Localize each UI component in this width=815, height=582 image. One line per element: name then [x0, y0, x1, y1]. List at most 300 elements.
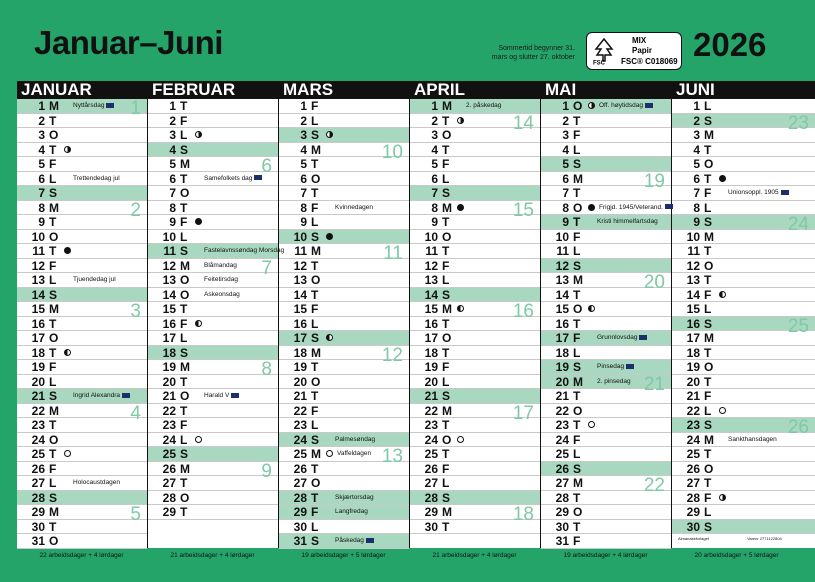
day-row[interactable] — [672, 288, 815, 303]
weekday-letter: F — [180, 215, 188, 229]
day-row[interactable] — [410, 476, 540, 491]
day-row[interactable] — [148, 288, 278, 303]
weekday-letter: O — [49, 534, 59, 548]
day-number: 6 — [693, 171, 700, 186]
day-number: 12 — [162, 258, 176, 273]
day-number: 5 — [562, 157, 569, 171]
weekday-letter: T — [180, 171, 188, 186]
day-note: Holocaustdagen — [73, 479, 120, 486]
day-row[interactable] — [672, 447, 815, 462]
day-number: 10 — [31, 229, 45, 244]
day-row[interactable] — [279, 273, 409, 288]
weekday-letter: S — [49, 287, 58, 302]
day-number: 9 — [38, 215, 45, 229]
day-row[interactable] — [17, 259, 147, 274]
day-number: 19 — [293, 360, 307, 374]
week-number: 5 — [130, 504, 141, 525]
day-row[interactable] — [17, 186, 147, 201]
day-row[interactable] — [672, 491, 815, 506]
week-number: 24 — [787, 214, 809, 235]
moon-phase-icon — [457, 436, 464, 443]
day-row[interactable] — [279, 172, 409, 187]
day-number: 1 — [300, 99, 307, 113]
day-row[interactable] — [148, 143, 278, 158]
day-number: 4 — [38, 142, 45, 157]
day-row[interactable] — [148, 331, 278, 346]
day-row[interactable] — [17, 114, 147, 129]
weekday-letter: L — [49, 171, 57, 186]
day-row[interactable] — [279, 317, 409, 332]
dst-note: Sommertid begynner 31. mars og slutter 27. oktober — [491, 45, 575, 61]
day-note: Pinsedag — [597, 360, 634, 374]
weekday-letter: M — [311, 244, 321, 258]
weekday-letter: T — [704, 142, 712, 157]
day-row[interactable] — [541, 317, 671, 332]
day-row[interactable] — [279, 331, 409, 346]
day-row[interactable] — [672, 375, 815, 390]
day-row[interactable] — [541, 230, 671, 245]
day-row[interactable] — [17, 360, 147, 375]
day-row[interactable] — [148, 157, 278, 172]
day-number: 29 — [686, 505, 700, 519]
day-row[interactable] — [672, 244, 815, 259]
weekday-letter: T — [49, 113, 57, 128]
day-row[interactable] — [148, 505, 278, 520]
weekday-letter: O — [704, 157, 714, 171]
weekday-letter: T — [573, 418, 581, 432]
day-row[interactable] — [279, 375, 409, 390]
day-number: 24 — [31, 432, 45, 447]
day-row[interactable] — [279, 418, 409, 433]
day-number: 8 — [431, 200, 438, 215]
moon-phase-icon — [588, 204, 595, 211]
day-row[interactable] — [541, 447, 671, 462]
day-number: 21 — [162, 389, 176, 403]
week-number: 21 — [643, 373, 665, 395]
day-number: 17 — [293, 331, 307, 345]
day-row[interactable] — [148, 433, 278, 448]
day-row[interactable] — [17, 302, 147, 317]
day-row[interactable] — [17, 491, 147, 506]
day-row[interactable] — [541, 259, 671, 274]
day-row[interactable] — [17, 505, 147, 520]
day-number: 6 — [431, 171, 438, 186]
weekday-letter: T — [311, 186, 319, 200]
flag-icon — [645, 103, 653, 108]
day-note: Nyttårsdag — [73, 99, 114, 113]
day-row[interactable] — [148, 230, 278, 245]
weekday-letter: T — [180, 200, 188, 215]
day-number: 2 — [300, 113, 307, 128]
day-row[interactable] — [541, 128, 671, 143]
day-row[interactable] — [410, 273, 540, 288]
day-row[interactable] — [148, 302, 278, 317]
day-row[interactable] — [672, 346, 815, 361]
day-row[interactable] — [279, 288, 409, 303]
day-row[interactable] — [17, 375, 147, 390]
day-number: 26 — [555, 461, 569, 476]
day-row[interactable] — [541, 244, 671, 259]
day-row[interactable] — [672, 172, 815, 187]
day-row[interactable] — [148, 259, 278, 274]
day-number: 6 — [169, 171, 176, 186]
weekday-letter: O — [704, 258, 714, 273]
day-row[interactable] — [148, 404, 278, 419]
weekday-letter: M — [49, 99, 59, 113]
day-row[interactable] — [148, 375, 278, 390]
day-row[interactable] — [410, 157, 540, 172]
day-number: 19 — [424, 360, 438, 374]
weekday-letter: T — [442, 244, 450, 258]
day-number: 16 — [424, 316, 438, 331]
day-row[interactable] — [672, 462, 815, 477]
day-row[interactable] — [672, 389, 815, 404]
weekday-letter: F — [442, 461, 450, 476]
workdays-summary: 19 arbeidsdager + 5 lørdager — [301, 552, 386, 559]
day-row[interactable] — [17, 433, 147, 448]
day-number: 29 — [162, 505, 176, 519]
day-note: Påskedag — [335, 534, 374, 548]
day-row[interactable] — [410, 447, 540, 462]
day-number: 17 — [162, 331, 176, 345]
weekday-letter: T — [311, 287, 319, 302]
workdays-summary: 20 arbeidsdager + 5 lørdager — [694, 552, 779, 559]
moon-phase-icon — [326, 450, 333, 457]
weekday-letter: O — [180, 389, 190, 403]
day-number: 18 — [424, 345, 438, 360]
day-row[interactable] — [672, 505, 815, 520]
day-number: 5 — [300, 157, 307, 171]
day-row[interactable] — [148, 244, 285, 259]
day-row[interactable] — [541, 201, 671, 216]
moon-phase-icon — [195, 218, 202, 225]
fsc-code: FSC® C018069 — [621, 57, 678, 66]
day-number: 19 — [162, 360, 176, 374]
weekday-letter: M — [442, 99, 452, 113]
day-row[interactable] — [17, 143, 147, 158]
weekday-letter: T — [180, 99, 188, 113]
day-number: 6 — [300, 171, 307, 186]
day-number: 10 — [293, 229, 307, 244]
day-note: Tjuendedag jul — [73, 276, 116, 283]
day-row[interactable] — [17, 128, 147, 143]
day-row[interactable] — [541, 520, 671, 535]
day-row[interactable] — [279, 230, 409, 245]
week-number: 4 — [130, 402, 141, 424]
day-number: 24 — [162, 432, 176, 447]
weekday-letter: S — [442, 490, 451, 505]
day-number: 28 — [31, 490, 45, 505]
day-row[interactable] — [279, 201, 409, 216]
day-row[interactable] — [17, 99, 147, 114]
day-row[interactable] — [410, 360, 540, 375]
weekday-letter: M — [180, 258, 190, 273]
day-row[interactable] — [541, 99, 671, 114]
day-row[interactable] — [17, 447, 147, 462]
day-number: 25 — [31, 447, 45, 461]
day-row[interactable] — [541, 331, 671, 346]
day-row[interactable] — [410, 230, 540, 245]
day-row[interactable] — [17, 418, 147, 433]
day-row[interactable] — [17, 172, 147, 187]
day-row[interactable] — [148, 273, 278, 288]
weekday-letter: O — [49, 229, 59, 244]
day-row[interactable] — [17, 273, 147, 288]
weekday-letter: T — [442, 519, 450, 534]
day-row[interactable] — [148, 172, 278, 187]
day-number: 25 — [686, 447, 700, 461]
day-row[interactable] — [410, 288, 540, 303]
day-number: 22 — [555, 403, 569, 418]
day-row[interactable] — [541, 302, 671, 317]
day-row[interactable] — [279, 433, 409, 448]
day-row[interactable] — [410, 331, 540, 346]
day-row[interactable] — [672, 201, 815, 216]
day-number: 2 — [693, 113, 700, 128]
day-row[interactable] — [17, 476, 147, 491]
day-row[interactable] — [148, 418, 278, 433]
weekday-letter: L — [180, 432, 188, 447]
moon-phase-icon — [64, 450, 71, 457]
day-row[interactable] — [17, 201, 147, 216]
weekday-letter: T — [311, 360, 319, 374]
flag-icon — [626, 364, 634, 369]
day-row[interactable] — [17, 389, 147, 404]
weekday-letter: O — [573, 302, 583, 316]
month-header: MAI — [541, 81, 671, 99]
day-row[interactable] — [541, 462, 671, 477]
day-row[interactable] — [17, 404, 147, 419]
day-row[interactable] — [541, 505, 671, 520]
day-number: 15 — [686, 302, 700, 316]
day-number: 2 — [38, 113, 45, 128]
day-row[interactable] — [148, 201, 278, 216]
day-row[interactable] — [17, 230, 147, 245]
day-number: 7 — [431, 186, 438, 200]
day-number: 11 — [425, 244, 438, 258]
weekday-letter: S — [311, 128, 320, 142]
weekday-letter: F — [49, 360, 57, 374]
day-number: 2 — [431, 113, 438, 128]
day-number: 24 — [424, 432, 438, 447]
day-row[interactable] — [17, 520, 147, 535]
day-row[interactable] — [148, 491, 278, 506]
weekday-letter: T — [573, 215, 581, 229]
day-row[interactable] — [148, 215, 278, 230]
calendar-year: 2026 — [693, 26, 767, 63]
weekday-letter: T — [704, 447, 712, 461]
day-row[interactable] — [17, 462, 147, 477]
day-row[interactable] — [410, 433, 540, 448]
month-column-mai — [541, 81, 672, 548]
day-row[interactable] — [541, 215, 671, 230]
moon-phase-icon — [326, 131, 333, 138]
weekday-letter: M — [573, 476, 583, 490]
day-row[interactable] — [541, 157, 671, 172]
day-row[interactable] — [672, 259, 815, 274]
day-row[interactable] — [17, 288, 147, 303]
day-row[interactable] — [279, 99, 409, 114]
day-row[interactable] — [410, 346, 540, 361]
day-row[interactable] — [672, 404, 815, 419]
day-row[interactable] — [279, 215, 409, 230]
weekday-letter: M — [704, 331, 714, 345]
day-row[interactable] — [410, 389, 540, 404]
weekday-letter: M — [49, 302, 59, 316]
month-column-februar — [148, 80, 285, 548]
moon-phase-icon — [719, 291, 726, 298]
day-row[interactable] — [410, 143, 540, 158]
publisher-text: Almanakkforlaget — [678, 536, 709, 541]
day-row[interactable] — [279, 186, 409, 201]
day-row[interactable] — [672, 157, 815, 172]
day-row[interactable] — [410, 186, 540, 201]
day-number: 5 — [431, 157, 438, 171]
day-row[interactable] — [279, 302, 409, 317]
day-number: 24 — [555, 432, 569, 447]
day-number: 15 — [162, 302, 176, 316]
day-row[interactable] — [17, 317, 147, 332]
weekday-letter: M — [704, 432, 714, 447]
day-row[interactable] — [672, 302, 815, 317]
day-row[interactable] — [17, 244, 147, 259]
day-row[interactable] — [148, 447, 278, 462]
day-row[interactable] — [541, 346, 671, 361]
weekday-letter: T — [180, 476, 188, 490]
day-row[interactable] — [148, 128, 278, 143]
flag-icon — [366, 538, 374, 543]
day-note: 2. påskedag — [466, 102, 502, 109]
day-note: Samefolkets dag — [204, 172, 262, 186]
day-number: 28 — [555, 490, 569, 505]
weekday-letter: T — [49, 418, 57, 432]
day-number: 11 — [294, 244, 307, 258]
day-row[interactable] — [279, 114, 409, 129]
day-row[interactable] — [541, 360, 671, 375]
weekday-letter: T — [442, 316, 450, 331]
day-row[interactable] — [17, 331, 147, 346]
day-row[interactable] — [279, 505, 409, 520]
day-row[interactable] — [279, 476, 409, 491]
day-number: 19 — [686, 360, 700, 374]
month-column-juni — [672, 81, 815, 548]
day-row[interactable] — [17, 215, 147, 230]
day-row[interactable] — [148, 317, 278, 332]
day-row[interactable] — [17, 346, 147, 361]
day-number: 3 — [300, 128, 307, 142]
moon-phase-icon — [195, 436, 202, 443]
weekday-letter: M — [704, 229, 714, 244]
day-row[interactable] — [17, 534, 147, 549]
day-row[interactable] — [148, 99, 278, 114]
day-row[interactable] — [148, 476, 278, 491]
weekday-letter: L — [704, 302, 712, 316]
day-number: 30 — [555, 519, 569, 534]
weekday-letter: L — [573, 345, 581, 360]
day-number: 4 — [693, 142, 700, 157]
week-number: 11 — [383, 243, 403, 264]
weekday-letter: S — [311, 534, 320, 548]
day-row[interactable] — [541, 114, 671, 129]
weekday-letter: S — [442, 389, 451, 403]
day-row[interactable] — [672, 186, 815, 201]
day-row[interactable] — [541, 404, 671, 419]
day-number: 8 — [693, 200, 700, 215]
day-row[interactable] — [410, 259, 540, 274]
day-row[interactable] — [148, 186, 278, 201]
week-number: 9 — [261, 460, 272, 482]
day-number: 14 — [555, 287, 569, 302]
day-row[interactable] — [148, 114, 278, 129]
day-note: Askeonsdag — [204, 290, 240, 298]
day-row[interactable] — [279, 128, 409, 143]
day-row[interactable] — [541, 433, 671, 448]
day-number: 28 — [686, 490, 700, 505]
day-row[interactable] — [672, 476, 815, 491]
day-number: 27 — [686, 476, 700, 490]
workdays-summary: 21 arbeidsdager + 4 lørdager — [170, 552, 255, 559]
day-row[interactable] — [672, 273, 815, 288]
weekday-letter: O — [49, 331, 59, 345]
weekday-letter: T — [442, 345, 450, 360]
weekday-letter: T — [573, 490, 581, 505]
day-number: 25 — [555, 447, 569, 461]
day-row[interactable] — [17, 157, 147, 172]
day-row[interactable] — [148, 360, 278, 375]
day-number: 20 — [686, 374, 700, 389]
day-number: 15 — [31, 302, 45, 316]
day-row[interactable] — [410, 172, 540, 187]
day-row[interactable] — [279, 534, 409, 549]
day-number: 27 — [31, 476, 45, 490]
day-number: 17 — [424, 331, 438, 345]
day-number: 4 — [300, 142, 307, 157]
day-row[interactable] — [410, 99, 540, 114]
day-row[interactable] — [279, 491, 409, 506]
day-number: 29 — [555, 505, 569, 519]
weekday-letter: O — [573, 403, 583, 418]
day-row[interactable] — [148, 346, 278, 361]
day-number: 13 — [686, 273, 700, 287]
day-row[interactable] — [541, 534, 671, 549]
weekday-letter: M — [573, 374, 583, 389]
weekday-letter: T — [704, 345, 712, 360]
day-row[interactable] — [541, 143, 671, 158]
day-row[interactable] — [672, 99, 815, 114]
day-row[interactable] — [541, 418, 671, 433]
weekday-letter: O — [573, 200, 583, 215]
day-row[interactable] — [410, 462, 540, 477]
day-row[interactable] — [410, 491, 540, 506]
weekday-letter: T — [49, 345, 57, 360]
day-number: 11 — [556, 244, 569, 258]
day-row[interactable] — [279, 520, 409, 535]
day-row[interactable] — [672, 360, 815, 375]
day-row[interactable] — [672, 520, 815, 535]
day-row[interactable] — [279, 389, 409, 404]
day-number: 26 — [424, 461, 438, 476]
day-row[interactable] — [148, 462, 278, 477]
weekday-letter: M — [311, 447, 321, 461]
day-note: Ingrid Alexandra — [73, 389, 130, 403]
day-row[interactable] — [410, 375, 540, 390]
day-row[interactable] — [279, 404, 409, 419]
month-header: FEBRUAR — [148, 81, 278, 99]
day-row[interactable] — [148, 389, 278, 404]
day-row[interactable] — [410, 244, 540, 259]
day-number: 8 — [562, 200, 569, 215]
day-row[interactable] — [672, 143, 815, 158]
